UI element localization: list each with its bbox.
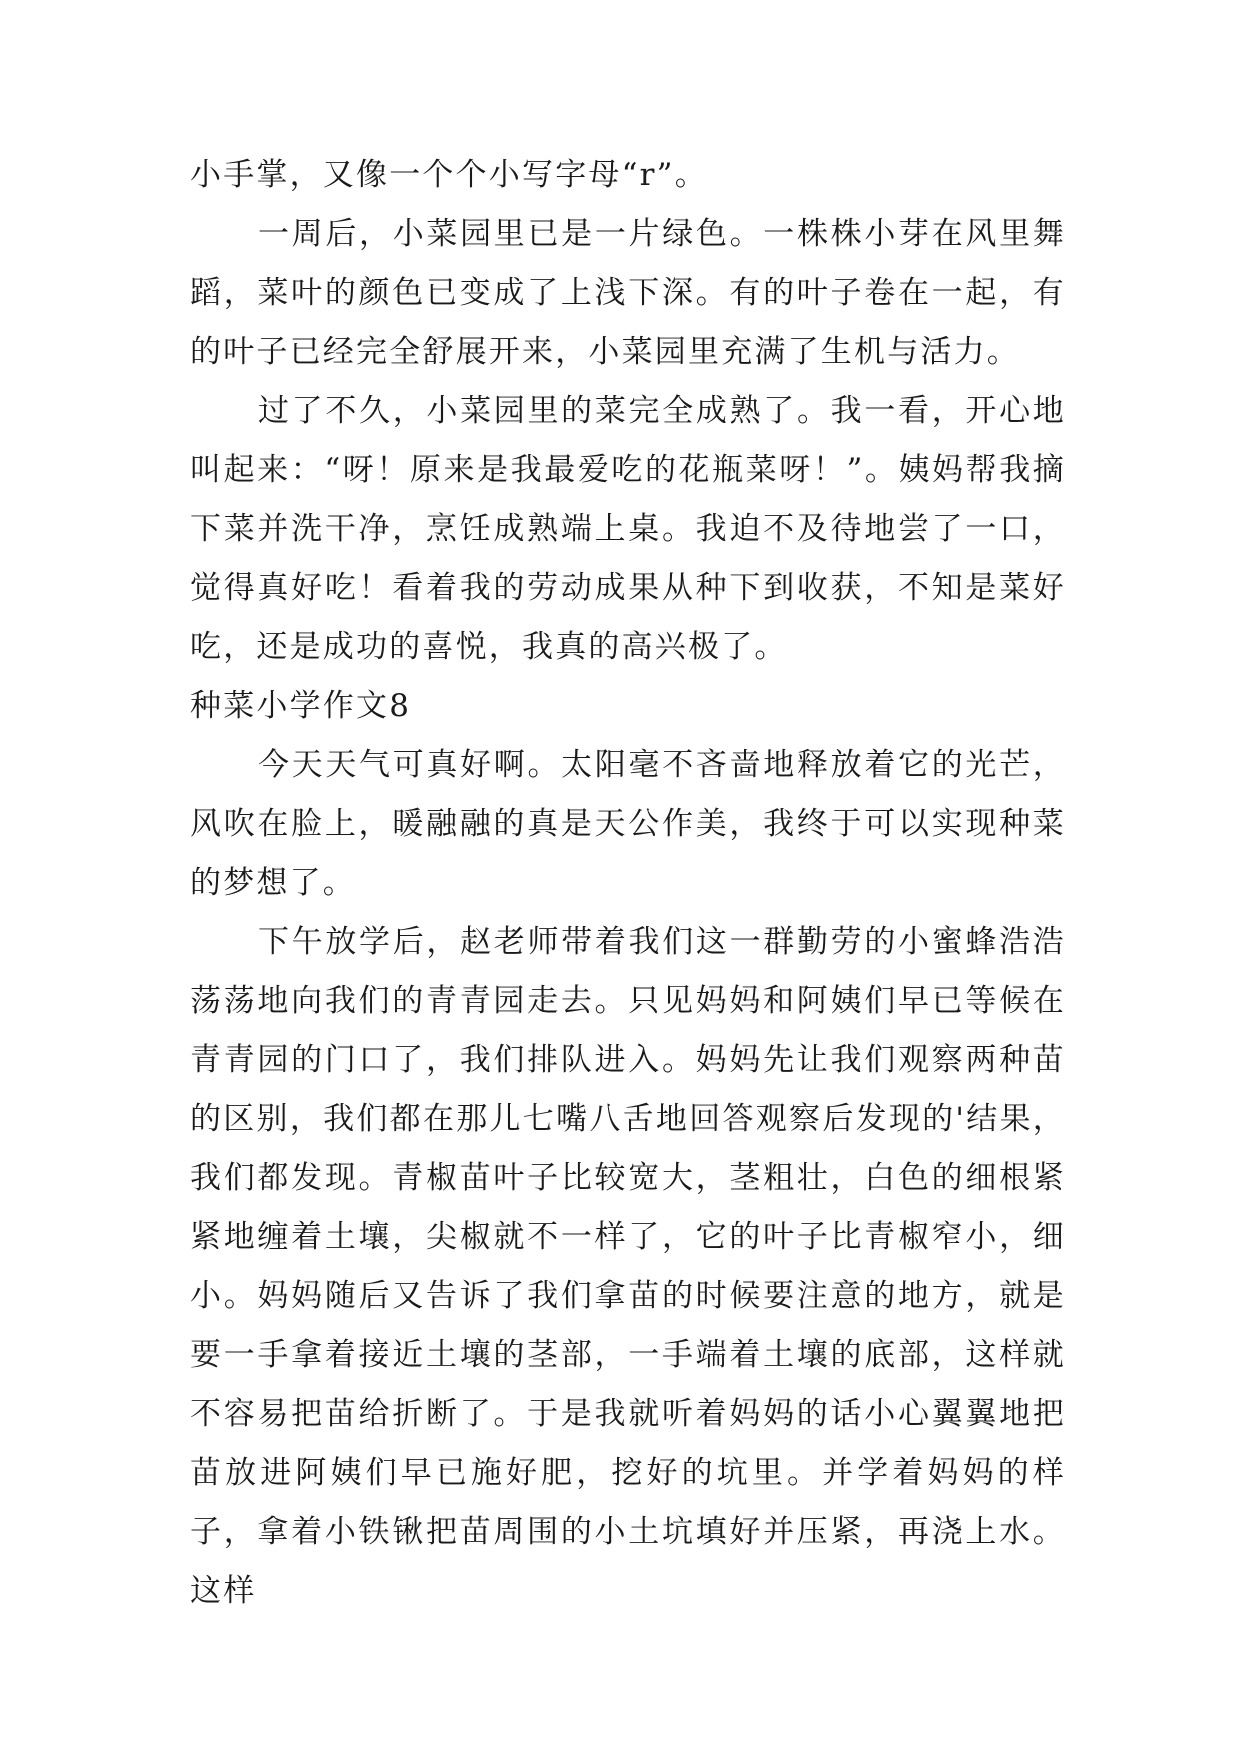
paragraph-one-week-later: 一周后，小菜园里已是一片绿色。一株株小芽在风里舞蹈，菜叶的颜色已变成了上浅下深。有的叶子卷在一起，有的叶子已经完全舒展开来，小菜园里充满了生机与活力。 (190, 216, 1066, 370)
paragraph-planting: 下午放学后，赵老师带着我们这一群勤劳的小蜜蜂浩浩荡荡地向我们的青青园走去。只见妈妈和阿姨们早已等候在青青园的门口了，我们排队进入。妈妈先让我们观察两种苗的区别，我们都在那儿七嘴八舌地回答观察后发现的'结果，我们都发现。青椒苗叶子比较宽大，茎粗壮，白色的细根紧紧地缠着土壤，尖椒就不一样了，它的叶子比青椒窄小，细小。妈妈随后又告诉了我们拿苗的时候要注意的地方，就是要一手拿着接近土壤的茎部，一手端着土壤的底部，这样就不容易把苗给折断了。于是我就听着妈妈的话小心翼翼地把苗放进阿姨们早已施好肥，挖好的坑里。并学着妈妈的样子，拿着小铁锹把苗周围的小土坑填好并压紧，再浇上水。这样 (190, 924, 1066, 1609)
paragraph-continuation: 小手掌，又像一个个小写字母“r”。 (190, 157, 708, 193)
essay-title: 种菜小学作文8 (190, 688, 412, 724)
paragraph-harvest: 过了不久，小菜园里的菜完全成熟了。我一看，开心地叫起来：“呀！原来是我最爱吃的花瓶菜呀！”。姨妈帮我摘下菜并洗干净，烹饪成熟端上桌。我迫不及待地尝了一口，觉得真好吃！看着我的劳动成果从种下到收获，不知是菜好吃，还是成功的喜悦，我真的高兴极了。 (190, 393, 1066, 665)
document-body (190, 146, 1066, 1621)
paragraph-weather: 今天天气可真好啊。太阳毫不吝啬地释放着它的光芒，风吹在脸上，暖融融的真是天公作美，我终于可以实现种菜的梦想了。 (190, 747, 1066, 901)
